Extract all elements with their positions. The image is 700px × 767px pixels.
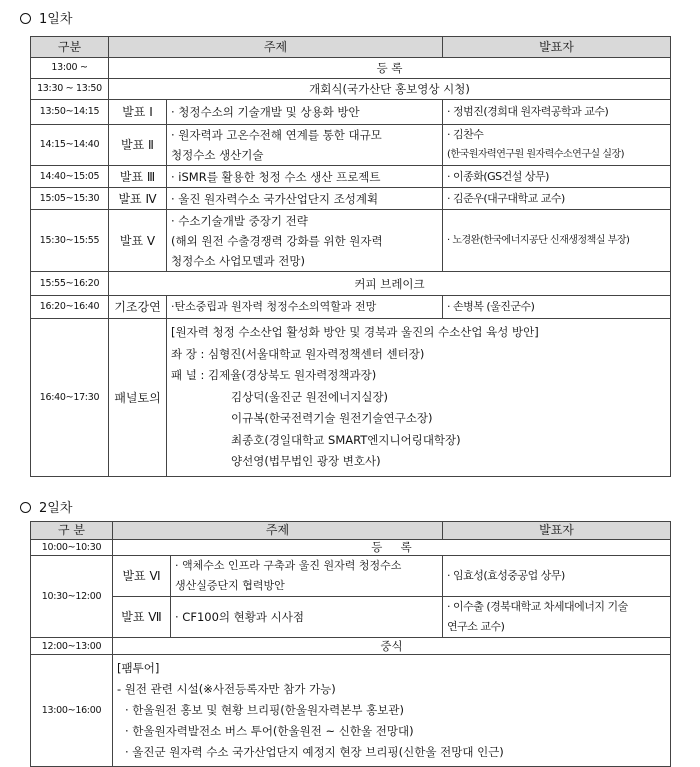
row-label: 발표 Ⅳ	[109, 188, 167, 210]
topic-line: · 울진 원자력수소 국가산업단지 조성계획	[171, 191, 379, 206]
row-label: 발표 Ⅱ	[109, 125, 167, 166]
row-speaker	[443, 210, 671, 272]
row-topic	[167, 210, 443, 272]
circle-bullet-icon	[20, 502, 31, 513]
row-time: 14:40~15:05	[31, 166, 109, 188]
row-label: 발표 Ⅵ	[113, 556, 171, 597]
topic-line: · 원자력과 고온수전해 연계를 통한 대규모	[171, 128, 382, 142]
table-row	[31, 79, 671, 100]
panel-heading: [원자력 청정 수소산업 활성화 방안 및 경북과 울진의 수소산업 육성 방안]	[171, 325, 539, 340]
row-speaker	[443, 556, 671, 597]
row-time: 16:40~17:30	[31, 319, 109, 477]
panel-first-member: 패 널 : 김제율(경상북도 원자력정책과장)	[171, 368, 377, 383]
header-speaker: 발표자	[443, 522, 671, 540]
speaker-line: · 이수출 (경북대학교 차세대에너지 기술	[447, 600, 628, 613]
row-speaker	[443, 188, 671, 210]
speaker-line: · 손병복 (울진군수)	[447, 300, 535, 313]
day1-title-text: 1일차	[39, 12, 73, 27]
table-row	[31, 210, 671, 272]
row-speaker	[443, 166, 671, 188]
fam-tour	[113, 655, 671, 767]
row-topic	[167, 100, 443, 125]
topic-line: · iSMR를 활용한 청정 수소 생산 프로젝트	[171, 169, 381, 184]
tour-heading: [팸투어]	[117, 661, 160, 675]
row-time: 13:30 ~ 13:50	[31, 79, 109, 100]
row-label: 기조강연	[109, 296, 167, 319]
row-label: 패널토의	[109, 319, 167, 477]
table-row	[31, 597, 671, 638]
topic-line: ·탄소중립과 원자력 청정수소의역할과 전망	[171, 300, 377, 313]
table-row	[31, 540, 671, 556]
table-row	[31, 100, 671, 125]
row-label: 발표 Ⅴ	[109, 210, 167, 272]
topic-line: 청정수소 사업모델과 전망)	[171, 253, 305, 268]
topic-line: 청정수소 생산기술	[171, 148, 264, 162]
row-topic: 중식	[113, 638, 671, 655]
day2-title	[20, 497, 72, 516]
row-time: 13:00 ~	[31, 58, 109, 79]
speaker-line: · 노경완(한국에너지공단 신재생정책실 부장)	[447, 234, 630, 246]
table-row	[31, 125, 671, 166]
speaker-line: (한국원자력연구원 원자력수소연구실 실장)	[447, 149, 625, 160]
row-label: 발표 Ⅰ	[109, 100, 167, 125]
speaker-line: · 정범진(경희대 원자력공학과 교수)	[447, 105, 609, 118]
row-label: 발표 Ⅶ	[113, 597, 171, 638]
table-row	[31, 319, 671, 477]
row-time: 13:50~14:15	[31, 100, 109, 125]
topic-line: · 청정수소의 기술개발 및 상용화 방안	[171, 105, 360, 119]
table-row	[31, 638, 671, 655]
row-time: 15:55~16:20	[31, 272, 109, 296]
speaker-line: · 임효성(효성중공업 상무)	[447, 569, 565, 582]
header-time: 구 분	[31, 522, 113, 540]
row-label: 발표 Ⅲ	[109, 166, 167, 188]
day2-title-text: 2일차	[39, 501, 73, 516]
speaker-line: · 김준우(대구대학교 교수)	[447, 191, 565, 205]
panel-member: 이규복(한국전력기술 원전기술연구소장)	[231, 411, 433, 426]
row-topic	[167, 166, 443, 188]
topic-line: 생산실증단지 협력방안	[175, 579, 285, 592]
table-row	[31, 655, 671, 767]
table-header-row	[31, 522, 671, 540]
header-time: 구분	[31, 37, 109, 58]
panel-member: 양선영(법무법인 광장 변호사)	[231, 454, 381, 469]
panel-member: 최종호(경일대학교 SMART엔지니어링대학장)	[231, 432, 461, 447]
table-row	[31, 296, 671, 319]
panel-chair: 좌 장 : 심형진(서울대학교 원자력정책센터 센터장)	[171, 346, 425, 361]
table-row	[31, 58, 671, 79]
header-topic: 주제	[113, 522, 443, 540]
table-header-row	[31, 37, 671, 58]
speaker-line: 연구소 교수)	[447, 620, 505, 633]
table-row	[31, 166, 671, 188]
row-time: 10:00~10:30	[31, 540, 113, 556]
day1-schedule-table	[30, 36, 671, 477]
tour-item: · 울진군 원자력 수소 국가산업단지 예정지 현장 브리핑(신한울 전망대 인근)	[125, 745, 504, 759]
day2-schedule-table	[30, 521, 671, 767]
tour-item: · 한울원전 홍보 및 현황 브리핑(한울원자력본부 홍보관)	[125, 703, 404, 717]
row-speaker	[443, 125, 671, 166]
row-topic	[171, 556, 443, 597]
panel-discussion	[167, 319, 671, 477]
tour-item: · 한울원자력발전소 버스 투어(한울원전 ~ 신한울 전망대)	[125, 724, 414, 738]
row-time: 14:15~14:40	[31, 125, 109, 166]
panel-member: 김상덕(울진군 원전에너지실장)	[231, 389, 389, 404]
topic-line: · 액체수소 인프라 구축과 울진 원자력 청정수소	[175, 559, 402, 572]
tour-sub: - 원전 관련 시설(※사전등록자만 참가 가능)	[117, 682, 336, 696]
row-time: 10:30~12:00	[31, 556, 113, 638]
header-speaker: 발표자	[443, 37, 671, 58]
row-topic: 등 록	[113, 540, 671, 556]
table-row	[31, 272, 671, 296]
row-topic	[171, 597, 443, 638]
topic-line: · CF100의 현황과 시사점	[175, 610, 304, 624]
row-time: 15:05~15:30	[31, 188, 109, 210]
table-row	[31, 556, 671, 597]
row-topic	[167, 296, 443, 319]
row-time: 16:20~16:40	[31, 296, 109, 319]
row-topic	[167, 125, 443, 166]
circle-bullet-icon	[20, 13, 31, 24]
row-topic	[167, 188, 443, 210]
row-topic: 커피 브레이크	[109, 272, 671, 296]
row-topic: 개회식(국가산단 홍보영상 시청)	[109, 79, 671, 100]
row-speaker	[443, 296, 671, 319]
topic-line: · 수소기술개발 중장기 전략	[171, 213, 308, 228]
row-topic: 등 록	[109, 58, 671, 79]
day1-title	[20, 8, 72, 27]
speaker-line: · 김찬수	[447, 128, 484, 141]
header-topic: 주제	[109, 37, 443, 58]
row-time: 13:00~16:00	[31, 655, 113, 767]
row-speaker	[443, 100, 671, 125]
speaker-line: · 이종화(GS건설 상무)	[447, 169, 549, 183]
row-speaker	[443, 597, 671, 638]
table-row	[31, 188, 671, 210]
row-time: 12:00~13:00	[31, 638, 113, 655]
topic-line: (해외 원전 수출경쟁력 강화를 위한 원자력	[171, 233, 383, 248]
row-time: 15:30~15:55	[31, 210, 109, 272]
